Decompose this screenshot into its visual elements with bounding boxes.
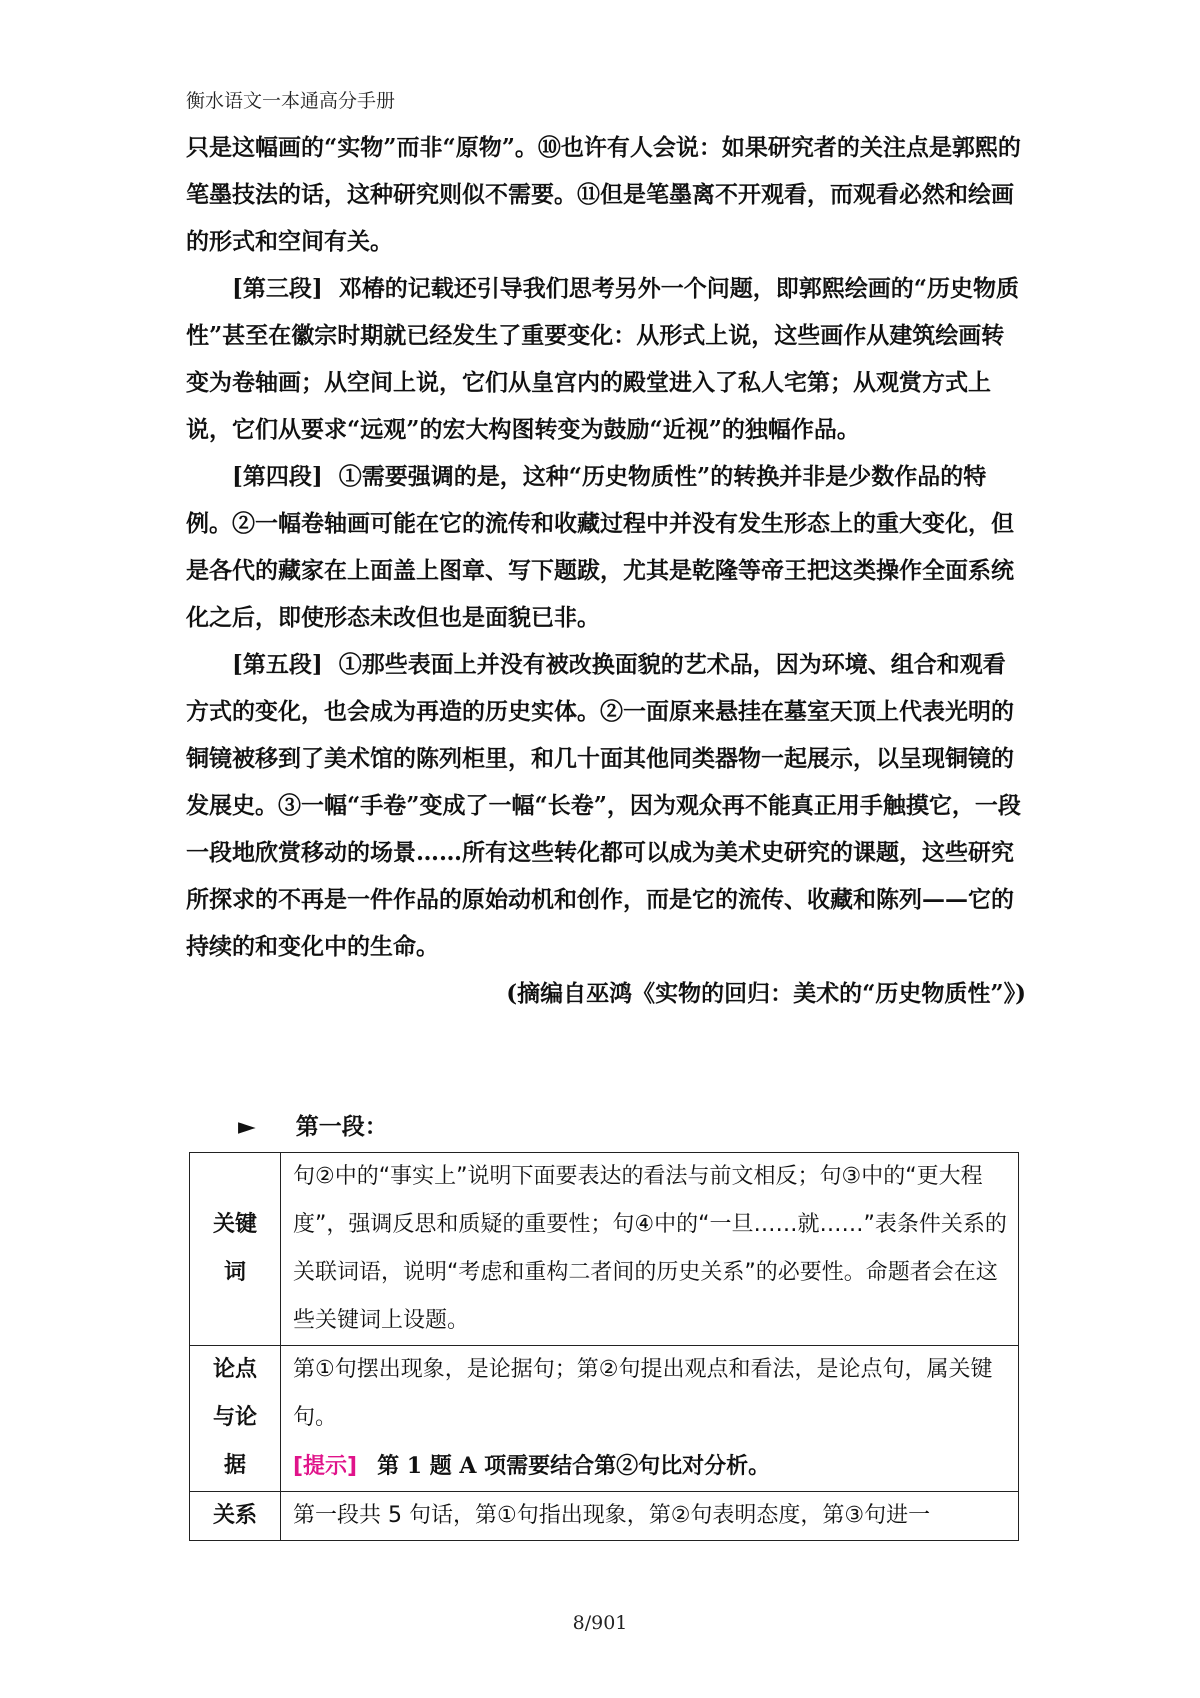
row-header-line: 与论 <box>212 1405 257 1430</box>
analysis-table <box>189 1152 1019 1541</box>
row-header-relations <box>190 1492 281 1541</box>
paragraph-4-label: [第四段] <box>232 463 323 490</box>
paragraph-5-text: ①那些表面上并没有被改换面貌的艺术品，因为环境、组合和观看方式的变化，也会成为再造的历史实体。②一面原来悬挂在墓室天顶上代表光明的铜镜被移到了美术馆的陈列柜里，和几十面其他同类器物一起展示，以呈现铜镜的发展史。③一幅“手卷”变成了一幅“长卷”，因为观众再不能真正用手触摸它，一段一段地欣赏移动的场景……所有这些转化都可以成为美术史研究的课题，这些研究所探求的不再是一件作品的原始动机和创作，而是它的流传、收藏和陈列——它的持续的和变化中的生命。 <box>186 651 1021 960</box>
row-header-line: 据 <box>223 1453 246 1478</box>
paragraph-3-text: 邓椿的记载还引导我们思考另外一个问题，即郭熙绘画的“历史物质性”甚至在徽宗时期就已经发生了重要变化：从形式上说，这些画作从建筑绘画转变为卷轴画；从空间上说，它们从皇宫内的殿堂进入了私人宅第；从观赏方式上说，它们从要求“远观”的宏大构图转变为鼓励“近视”的独幅作品。 <box>186 275 1020 443</box>
triangle-bullet-icon: ► <box>238 1114 256 1140</box>
row-header-line: 关系 <box>212 1503 257 1528</box>
page-number: 8/901 <box>572 1612 628 1634</box>
source-citation: (摘编自巫鸿《实物的回归：美术的“历史物质性”》) <box>506 980 1026 1007</box>
tip-label: [提示] <box>293 1454 358 1479</box>
row-content-arguments <box>281 1346 1019 1492</box>
paragraph-5-label: [第五段] <box>232 651 323 678</box>
paragraph-4-text: ①需要强调的是，这种“历史物质性”的转换并非是少数作品的特例。②一幅卷轴画可能在它的流传和收藏过程中并没有发生形态上的重大变化，但是各代的藏家在上面盖上图章、写下题跋，尤其是乾隆等帝王把这类操作全面系统化之后，即使形态未改但也是面貌已非。 <box>186 463 1014 631</box>
row-header-line: 论点 <box>212 1357 257 1382</box>
document-header: 衡水语文一本通高分手册 <box>186 90 396 112</box>
passage-intro: 只是这幅画的“实物”而非“原物”。⑩也许有人会说：如果研究者的关注点是郭熙的笔墨技法的话，这种研究则似不需要。⑪但是笔墨离不开观看，而观看必然和绘画的形式和空间有关。 <box>186 134 1021 255</box>
row-content-relations: 第一段共 5 句话，第①句指出现象，第②句表明态度，第③句进一 <box>281 1492 1019 1541</box>
table-row-arguments <box>190 1346 1019 1492</box>
row-content-keywords: 句②中的“事实上”说明下面要表达的看法与前文相反；句③中的“更大程度”，强调反思和质疑的重要性；句④中的“一旦……就……”表条件关系的关联词语，说明“考虑和重构二者间的历史关系”的必要性。命题者会在这些关键词上设题。 <box>281 1153 1019 1346</box>
table-row-relations <box>190 1492 1019 1541</box>
paragraph-5 <box>186 641 1026 970</box>
row-header-keywords <box>190 1153 281 1346</box>
row-header-line: 关键 <box>212 1212 257 1237</box>
paragraph-3 <box>186 265 1026 453</box>
table-row-keywords <box>190 1153 1019 1346</box>
section-title: 第一段： <box>295 1113 388 1140</box>
arguments-text: 第①句摆出现象，是论据句；第②句提出观点和看法，是论点句，属关键句。 <box>293 1357 993 1430</box>
paragraph-4 <box>186 453 1026 641</box>
section-heading <box>238 1108 388 1141</box>
passage-body <box>186 124 1026 1017</box>
paragraph-3-label: [第三段] <box>232 275 323 302</box>
tip-line <box>293 1442 1010 1491</box>
row-header-arguments <box>190 1346 281 1492</box>
tip-text: 第 1 题 A 项需要结合第②句比对分析。 <box>377 1453 771 1479</box>
row-header-line: 词 <box>223 1260 246 1285</box>
